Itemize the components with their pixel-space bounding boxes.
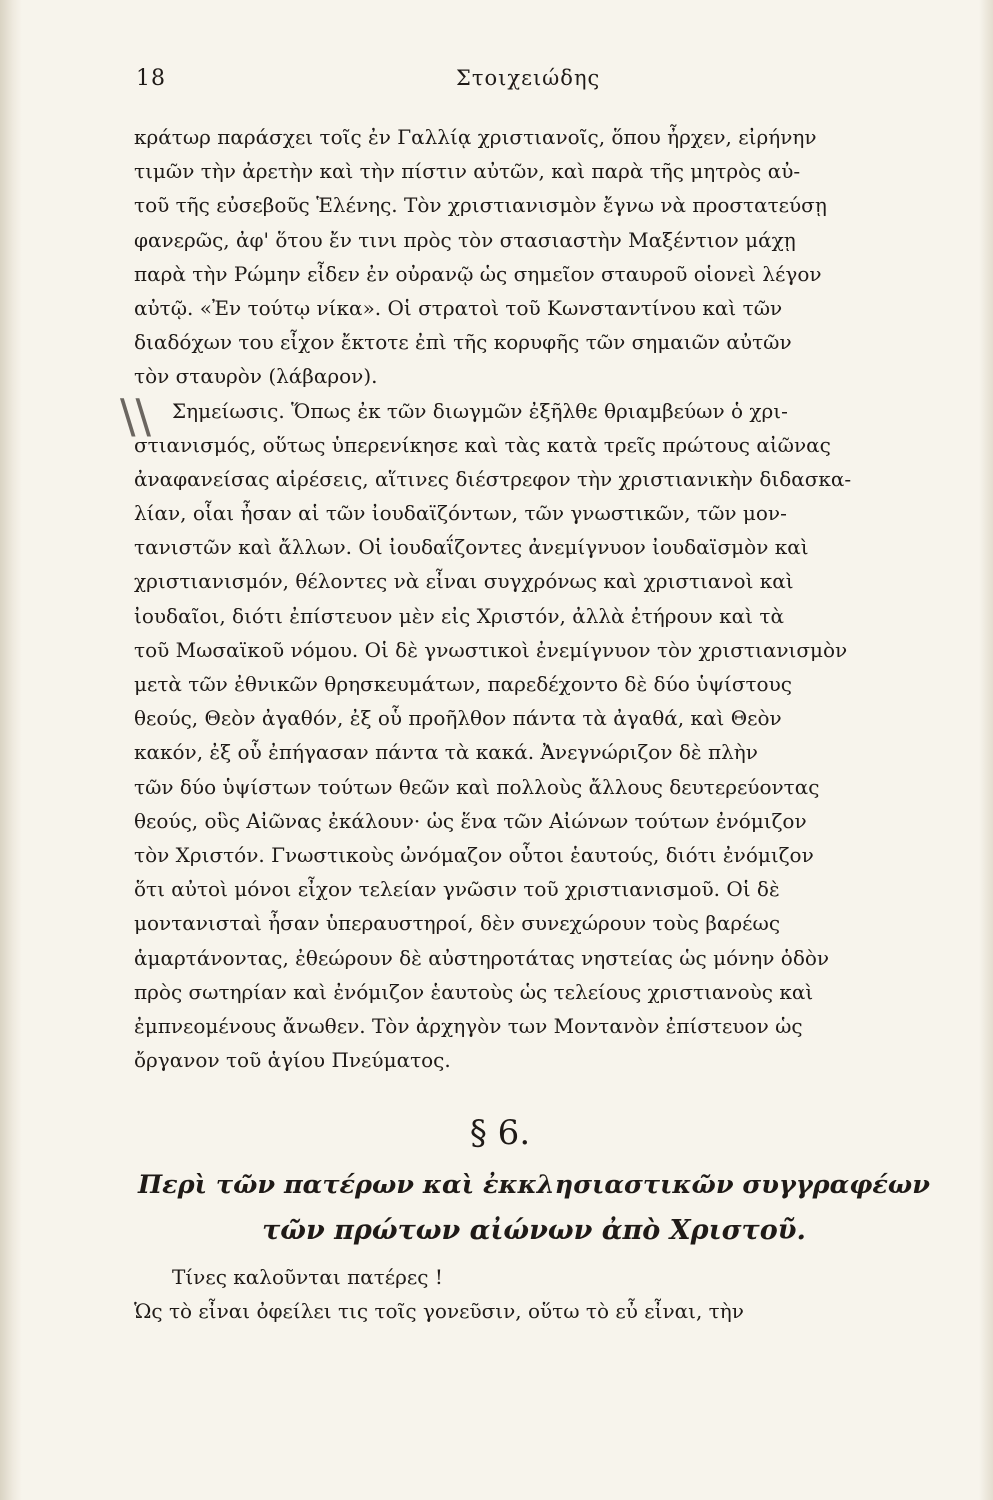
text-line: μετὰ τῶν ἐθνικῶν θρησκευμάτων, παρεδέχοντο δὲ δύο ὑψίστους [134,672,792,696]
text-line: φανερῶς, ἀφ' ὅτου ἔν τινι πρὸς τὸν στασιαστὴν Μαξέντιον μάχῃ [134,227,796,252]
page-number: 18 [136,66,166,91]
text-line: τὸν Χριστόν. Γνωστικοὺς ὠνόμαζον οὗτοι ἑαυτούς, διότι ἐνόμιζον [134,842,814,867]
text-line: κράτωρ παράσχει τοῖς ἐν Γαλλίᾳ χριστιανοῖς, ὅπου ἦρχεν, εἰρήνην [134,125,817,149]
page-edge-shadow-left [0,0,22,1500]
text-line: παρὰ τὴν Ρώμην εἶδεν ἐν οὐρανῷ ὡς σημεῖον σταυροῦ οἱονεὶ λέγον [134,261,822,286]
text-line: ἐμπνεομένους ἄνωθεν. Τὸν ἀρχηγὸν των Μοντανὸν ἐπίστευον ὡς [134,1013,803,1038]
running-title: Στοιχειώδης [456,66,601,90]
section-number: § 6. [469,1113,531,1153]
section-title [134,1163,934,1253]
closing-text [134,1260,934,1328]
text-line: ἁμαρτάνοντας, ἐθεώρουν δὲ αὐστηροτάτας νηστείας ὡς μόνην ὁδὸν [134,945,830,970]
text-line: τανιστῶν καὶ ἄλλων. Οἱ ἰουδαΐζοντες ἀνεμίγνυον ἰουδαϊσμὸν καὶ [134,535,809,560]
text-line: αὐτῷ. «Ἐν τούτῳ νίκα». Οἱ στρατοὶ τοῦ Κωνσταντίνου καὶ τῶν [134,295,783,320]
text-line: Ὡς τὸ εἶναι ὀφείλει τις τοῖς γονεῦσιν, οὕτω τὸ εὖ εἶναι, τὴν [134,1299,744,1324]
text-line: χριστιανισμόν, θέλοντες νὰ εἶναι συγχρόνως καὶ χριστιανοὶ καὶ [134,569,794,594]
body-text [134,120,934,1077]
section-title-line: τῶν πρώτων αἰώνων ἀπὸ Χριστοῦ. [262,1215,806,1246]
text-line: πρὸς σωτηρίαν καὶ ἐνόμιζον ἑαυτοὺς ὡς τελείους χριστιανοὺς καὶ [134,979,814,1004]
text-line: ἰουδαῖοι, διότι ἐπίστευον μὲν εἰς Χριστόν, ἀλλὰ ἐτήρουν καὶ τὰ [134,603,784,628]
page-edge-shadow-right [979,0,993,1500]
text-line: θεούς, οὓς Αἰῶνας ἐκάλουν· ὡς ἕνα τῶν Αἰώνων τούτων ἐνόμιζον [134,808,807,833]
page-header [136,66,916,100]
text-line: στιανισμός, οὕτως ὑπερενίκησε καὶ τὰς κατὰ τρεῖς πρώτους αἰῶνας [134,432,831,457]
question-line: Τίνες καλοῦνται πατέρες ! [172,1265,443,1289]
text-line: τιμῶν τὴν ἀρετὴν καὶ τὴν πίστιν αὐτῶν, καὶ παρὰ τῆς μητρὸς αὐ- [134,159,801,184]
text-line: διαδόχων του εἶχον ἔκτοτε ἐπὶ τῆς κορυφῆς τῶν σημαιῶν αὐτῶν [134,330,792,355]
text-line: ὅτι αὐτοὶ μόνοι εἶχον τελείαν γνῶσιν τοῦ χριστιανισμοῦ. Οἱ δὲ [134,877,780,902]
text-line: θεούς, Θεὸν ἀγαθόν, ἐξ οὗ προῆλθον πάντα τὰ ἀγαθά, καὶ Θεὸν [134,706,782,731]
marginal-pencil-mark: \\ [120,389,151,443]
text-line: τῶν δύο ὑψίστων τούτων θεῶν καὶ πολλοὺς ἄλλους δευτερεύοντας [134,774,820,799]
text-line: τοῦ Μωσαϊκοῦ νόμου. Οἱ δὲ γνωστικοὶ ἐνεμίγνυον τὸν χριστιανισμὸν [134,637,848,662]
note-first-line: Σημείωσις. Ὅπως ἐκ τῶν διωγμῶν ἐξῆλθε θριαμβεύων ὁ χρι- [172,398,788,423]
text-line: ὄργανον τοῦ ἁγίου Πνεύματος. [134,1048,451,1073]
section-title-line: Περὶ τῶν πατέρων καὶ ἐκκλησιαστικῶν συγγραφέων [138,1170,930,1200]
text-line: ἀναφανείσας αἱρέσεις, αἵτινες διέστρεφον τὴν χριστιανικὴν διδασκα- [134,466,852,491]
text-line: μοντανισταὶ ἦσαν ὑπεραυστηροί, δὲν συνεχώρουν τοὺς βαρέως [134,911,781,936]
text-line: λίαν, οἷαι ἦσαν αἱ τῶν ἰουδαϊζόντων, τῶν γνωστικῶν, τῶν μον- [134,501,787,526]
text-line: τὸν σταυρὸν (λάβαρον). [134,364,378,389]
text-line: κακόν, ἐξ οὗ ἐπήγασαν πάντα τὰ κακά. Ἀνεγνώριζον δὲ πλὴν [134,740,758,765]
text-line: τοῦ τῆς εὐσεβοῦς Ἑλένης. Τὸν χριστιανισμὸν ἔγνω νὰ προστατεύσῃ [134,193,827,218]
